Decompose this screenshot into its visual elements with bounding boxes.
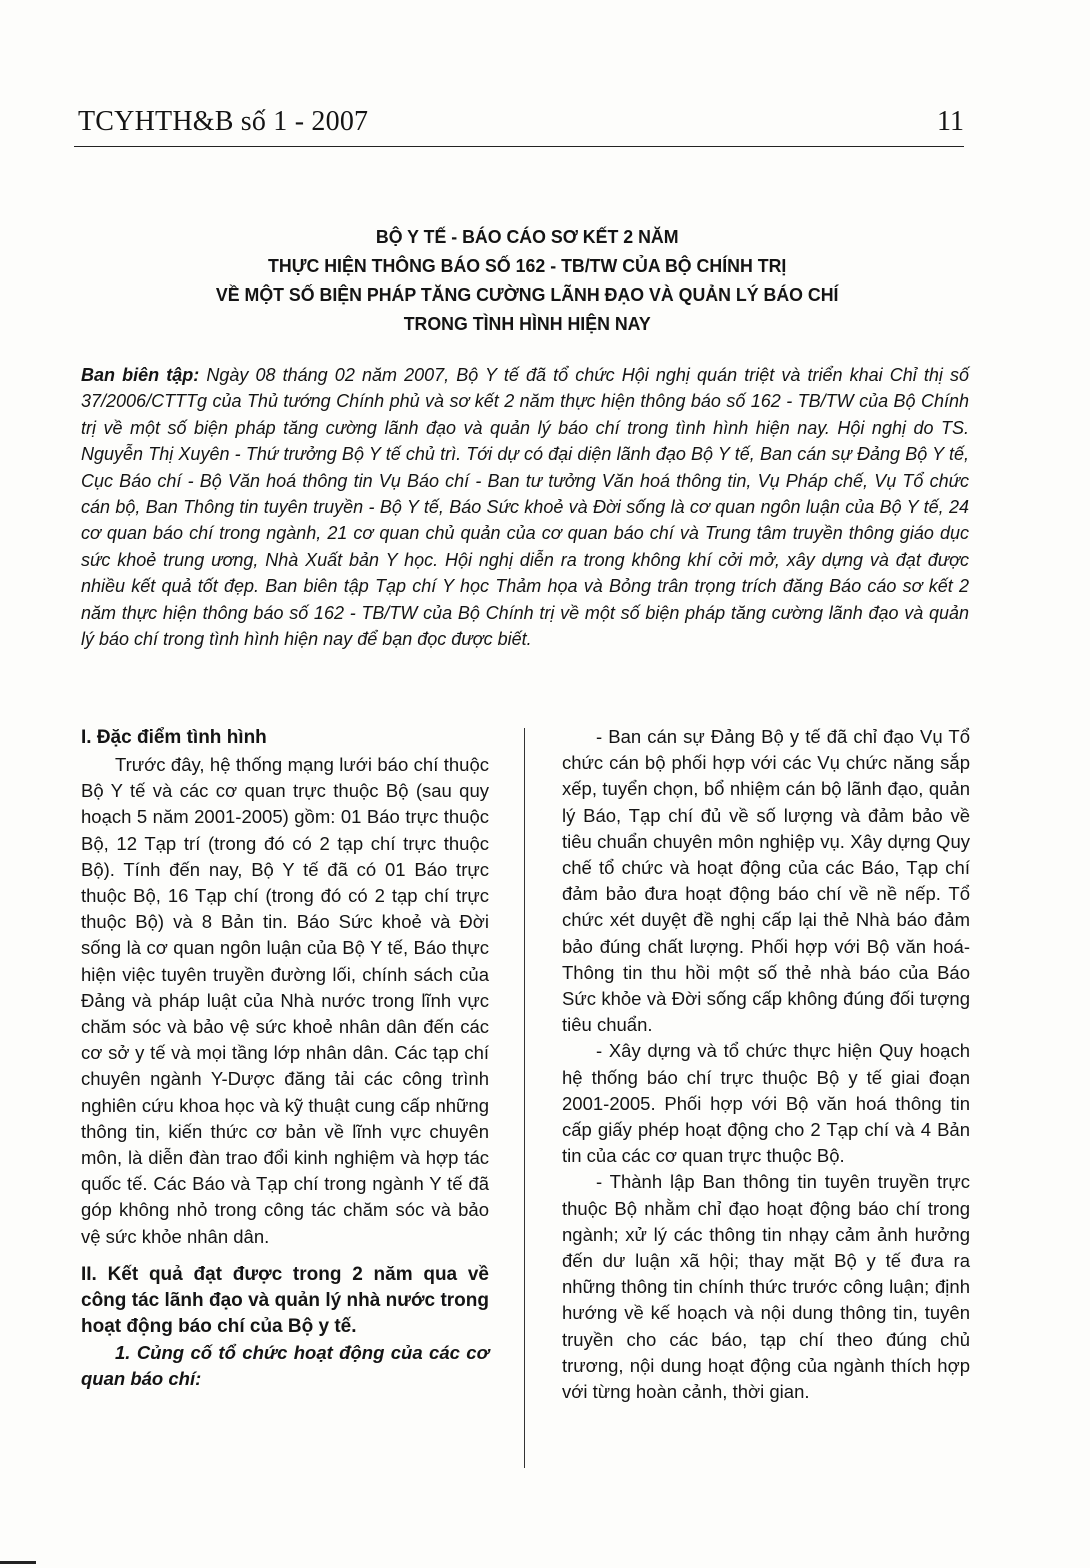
right-paragraph-2: - Xây dựng và tổ chức thực hiện Quy hoạch hệ thống báo chí trực thuộc Bộ y tế giai đoạn 2001-2005. Phối hợp với Bộ văn hoá thông tin cấp giấy phép hoạt động cho 2 Tạp chí và 4 Bản tin của các cơ quan trực thuộc Bộ. (562, 1040, 970, 1167)
subsection-heading-1: 1. Củng cố tổ chức hoạt động của các cơ quan báo chí: (81, 1341, 489, 1389)
right-column (562, 724, 970, 1405)
right-paragraph-3: - Thành lập Ban thông tin tuyên truyền trực thuộc Bộ nhằm chỉ đạo hoạt động báo chí trong ngành; xử lý các thông tin nhạy cảm ảnh hưởng đến dư luận xã hội; thay mặt Bộ y tế đưa ra những thông tin chính thức trước công luận; định hướng về kế hoạch và nội dung thông tin, tuyên truyền cho các báo, tạp chí theo đúng chủ trương, nội dung hoạt động của ngành thích hợp với từng hoàn cảnh, thời gian. (562, 1171, 970, 1403)
title-line-1: BỘ Y TẾ - BÁO CÁO SƠ KẾT 2 NĂM (375, 226, 679, 247)
column-divider (524, 728, 525, 1468)
abstract-text: Ngày 08 tháng 02 năm 2007, Bộ Y tế đã tổ chức Hội nghị quán triệt và triển khai Chỉ thị số 37/2006/CTTTg của Thủ tướng Chính phủ và sơ kết 2 năm thực hiện thông báo số 162 - TB/TW của Bộ Chính trị về một số biện pháp tăng cường lãnh đạo và quản lý báo chí trong tình hình hiện nay. Hội nghị do TS. Nguyễn Thị Xuyên - Thứ trưởng Bộ Y tế chủ trì. Tới dự có đại diện lãnh đạo Bộ Y tế, Ban cán sự Đảng Bộ Y tế, Cục Báo chí - Bộ Văn hoá thông tin Vụ Báo chí - Ban tư tưởng Văn hoá thông tin, Vụ Pháp chế, Vụ Tổ chức cán bộ, Ban Thông tin tuyên truyền - Bộ Y tế, Báo Sức khoẻ và Đời sống là cơ quan ngôn luận của Bộ Y tế, 24 cơ quan báo chí trong ngành, 21 cơ quan chủ quản của cơ quan báo chí và Trung tâm truyền thông giáo dục sức khoẻ trung ương, Nhà Xuất bản Y học. Hội nghị diễn ra trong không khí cởi mở, xây dựng và đạt được nhiều kết quả tốt đẹp. Ban biên tập Tạp chí Y học Thảm họa và Bỏng trân trọng trích đăng Báo cáo sơ kết 2 năm thực hiện thông báo số 162 - TB/TW của Bộ Chính trị về một số biện pháp tăng cường lãnh đạo và quản lý báo chí trong tình hình hiện nay để bạn đọc được biết. (81, 365, 969, 650)
right-paragraph-1: - Ban cán sự Đảng Bộ y tế đã chỉ đạo Vụ Tổ chức cán bộ phối hợp với các Vụ chức năng sắp xếp, tuyển chọn, bổ nhiệm cán bộ lãnh đạo, quản lý Báo, Tạp chí đủ về số lượng và đảm bảo về tiêu chuẩn chuyên môn nghiệp vụ. Xây dựng Quy chế tổ chức và hoạt động của các Báo, Tạp chí đảm bảo đưa hoạt động báo chí về nề nếp. Tổ chức xét duyệt đề nghị cấp lại thẻ Nhà báo đảm bảo đúng chất lượng. Phối hợp với Bộ văn hoá-Thông tin thu hồi một số thẻ nhà báo của Báo Sức khỏe và Đời sống cấp không đúng đối tượng tiêu chuẩn. (562, 726, 970, 1036)
section-heading-1: I. Đặc điểm tình hình (81, 727, 267, 748)
title-line-3: VỀ MỘT SỐ BIỆN PHÁP TĂNG CƯỜNG LÃNH ĐẠO VÀ QUẢN LÝ BÁO CHÍ (215, 284, 839, 305)
section-heading-2: II. Kết quả đạt được trong 2 năm qua về công tác lãnh đạo và quản lý nhà nước trong hoạt động báo chí của Bộ y tế. (81, 1263, 489, 1337)
page-header (74, 106, 964, 147)
editorial-abstract (81, 362, 969, 652)
title-line-4: TRONG TÌNH HÌNH HIỆN NAY (403, 313, 651, 334)
left-column (81, 724, 489, 1392)
section-1-paragraph: Trước đây, hệ thống mạng lưới báo chí thuộc Bộ Y tế và các cơ quan trực thuộc Bộ (sau quy hoạch 5 năm 2001-2005) gồm: 01 Báo trực thuộc Bộ, 12 Tạp trí (trong đó có 2 tạp chí trực thuộc Bộ). Tính đến nay, Bộ Y tế đã có 01 Báo trực thuộc Bộ, 16 Tạp chí (trong đó có 2 tạp chí trực thuộc Bộ) và 8 Bản tin. Báo Sức khoẻ và Đời sống là cơ quan ngôn luận của Bộ Y tế, Báo thực hiện việc tuyên truyền đường lối, chính sách của Đảng và pháp luật của Nhà nước trong lĩnh vực chăm sóc và bảo vệ sức khoẻ nhân dân đến các cơ sở y tế và mọi tầng lớp nhân dân. Các tạp chí chuyên ngành Y-Dược đăng tải các công trình nghiên cứu khoa học và kỹ thuật cung cấp những thông tin, kiến thức cơ bản về lĩnh vực chuyên môn, là diễn đàn trao đổi kinh nghiệm và hợp tác quốc tế. Các Báo và Tạp chí trong ngành Y tế đã góp không nhỏ trong công tác chăm sóc và bảo vệ sức khỏe nhân dân. (81, 754, 489, 1247)
article-title (100, 222, 954, 338)
journal-issue: TCYHTH&B số 1 - 2007 (78, 106, 369, 137)
scan-edge-mark (0, 1561, 36, 1564)
title-line-2: THỰC HIỆN THÔNG BÁO SỐ 162 - TB/TW CỦA BỘ CHÍNH TRỊ (268, 255, 787, 276)
abstract-lead: Ban biên tập: (81, 365, 200, 385)
page-number: 11 (937, 106, 964, 137)
